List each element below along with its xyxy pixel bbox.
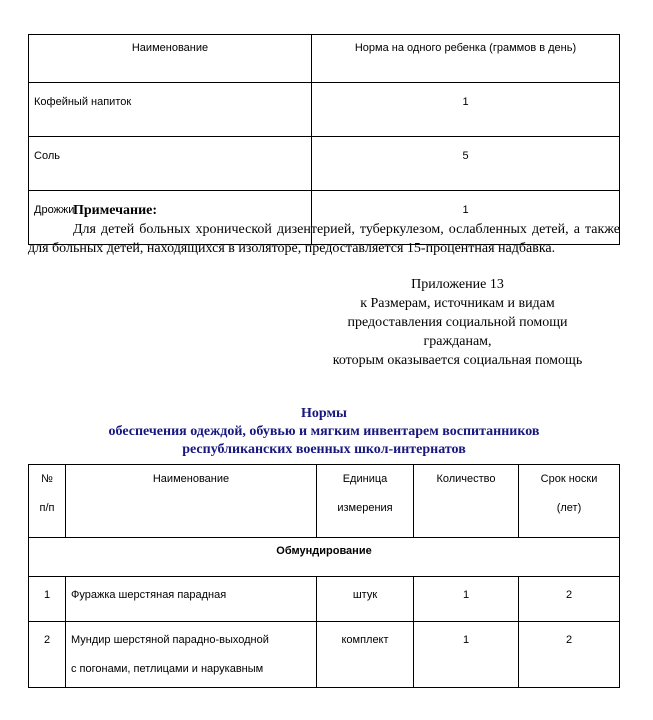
column-header-quantity xyxy=(414,465,519,538)
section-label: Обмундирование xyxy=(29,538,620,577)
row-number: 2 xyxy=(29,622,66,688)
item-norm: 1 xyxy=(312,191,620,245)
row-quantity: 1 xyxy=(414,577,519,622)
section-heading xyxy=(28,405,620,459)
heading-subtitle: обеспечения одеждой, обувью и мягким инвентарем воспитанников xyxy=(108,424,540,439)
appendix-line: Приложение 13 xyxy=(411,277,504,292)
column-header-name: Наименование xyxy=(29,35,312,83)
row-term: 2 xyxy=(519,622,620,688)
row-name-line: Фуражка шерстяная парадная xyxy=(71,589,227,601)
header-line: Наименование xyxy=(152,473,230,485)
table-row xyxy=(29,83,620,137)
header-line: п/п xyxy=(39,502,55,514)
item-name: Дрожжи xyxy=(29,191,312,245)
heading-title: Нормы xyxy=(301,406,347,421)
table-row xyxy=(29,137,620,191)
column-header-unit xyxy=(317,465,414,538)
note-title: Примечание: xyxy=(73,203,158,218)
table-row xyxy=(29,622,620,688)
item-name: Соль xyxy=(29,137,312,191)
row-term: 2 xyxy=(519,577,620,622)
column-header-term xyxy=(519,465,620,538)
clothing-norms-table xyxy=(28,464,620,688)
column-header-name xyxy=(66,465,317,538)
row-name-line: Мундир шерстяной парадно-выходной xyxy=(71,634,269,646)
heading-subtitle: республиканских военных школ-интернатов xyxy=(182,442,466,457)
table-row xyxy=(29,577,620,622)
row-number: 1 xyxy=(29,577,66,622)
row-name-line: с погонами, петлицами и нарукавным xyxy=(71,663,264,675)
row-name xyxy=(66,577,317,622)
appendix-line: гражданам, xyxy=(423,334,492,349)
table-header-row xyxy=(29,35,620,83)
column-header-norm: Норма на одного ребенка (граммов в день) xyxy=(312,35,620,83)
appendix-reference xyxy=(300,275,615,370)
column-header-number xyxy=(29,465,66,538)
row-unit: комплект xyxy=(317,622,414,688)
header-line: Срок носки xyxy=(540,473,598,485)
section-row xyxy=(29,538,620,577)
item-norm: 1 xyxy=(312,83,620,137)
header-line: (лет) xyxy=(556,502,582,514)
item-norm: 5 xyxy=(312,137,620,191)
row-name xyxy=(66,622,317,688)
header-line: № xyxy=(41,473,53,485)
item-name: Кофейный напиток xyxy=(29,83,312,137)
row-unit: штук xyxy=(317,577,414,622)
appendix-line: предоставления социальной помощи xyxy=(347,315,568,330)
row-quantity: 1 xyxy=(414,622,519,688)
header-line: измерения xyxy=(337,502,393,514)
table-header-row xyxy=(29,465,620,538)
header-line: Количество xyxy=(436,473,496,485)
note-text: Для детей больных хронической дизентерией, туберкулезом, ослабленных детей, а также для больных детей, находящихся в изоляторе, предоставляется 15-процентная надбавка. xyxy=(28,222,620,256)
appendix-line: к Размерам, источникам и видам xyxy=(360,296,555,311)
header-line: Единица xyxy=(342,473,388,485)
appendix-line: которым оказывается социальная помощь xyxy=(332,353,583,368)
